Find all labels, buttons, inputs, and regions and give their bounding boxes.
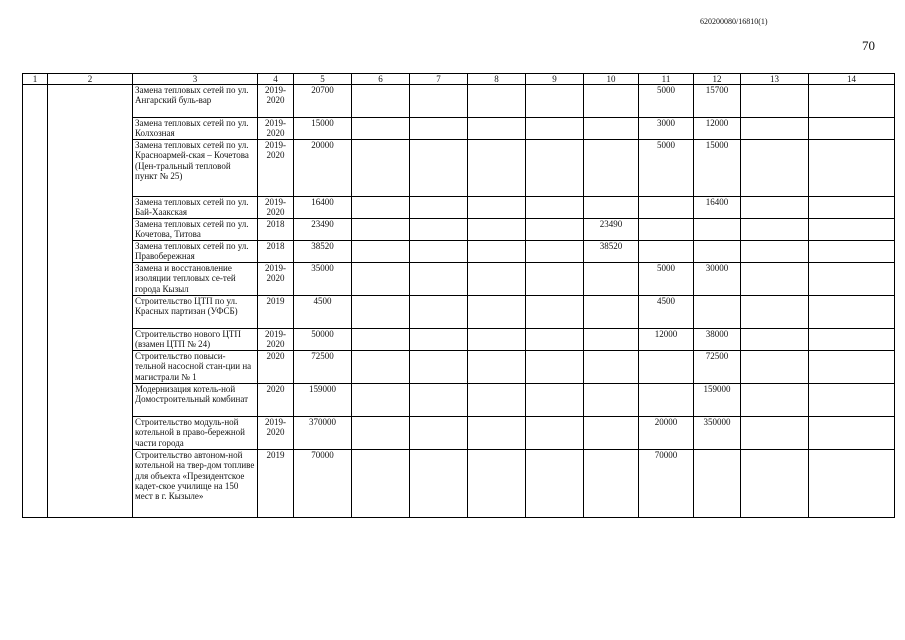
- empty-cell: [410, 384, 468, 417]
- period-cell: 2018: [258, 241, 294, 263]
- column-header: 2: [48, 74, 133, 85]
- column-header: 14: [809, 74, 895, 85]
- empty-cell: [741, 85, 809, 118]
- empty-cell: [809, 263, 895, 296]
- document-code: 620200080/16810(1): [700, 17, 768, 26]
- empty-cell: [468, 241, 526, 263]
- col10-cell: [584, 296, 639, 329]
- empty-cell: [410, 118, 468, 140]
- empty-cell: [526, 296, 584, 329]
- column-header: 5: [294, 74, 352, 85]
- table-row: [23, 197, 895, 219]
- empty-cell: [410, 140, 468, 197]
- measure-name: Строительство модуль-ной котельной в право-бережной части города: [133, 417, 258, 450]
- empty-cell: [23, 241, 48, 263]
- total-cell: 35000: [294, 263, 352, 296]
- empty-cell: [741, 296, 809, 329]
- table-row: [23, 329, 895, 351]
- empty-cell: [23, 197, 48, 219]
- empty-cell: [741, 417, 809, 450]
- empty-cell: [352, 140, 410, 197]
- column-header: 1: [23, 74, 48, 85]
- period-cell: 2019-2020: [258, 263, 294, 296]
- empty-cell: [48, 296, 133, 329]
- empty-cell: [741, 450, 809, 518]
- empty-cell: [48, 241, 133, 263]
- empty-cell: [468, 329, 526, 351]
- empty-cell: [526, 417, 584, 450]
- table-row: [23, 241, 895, 263]
- measure-name: Строительство ЦТП по ул. Красных партизан (УФСБ): [133, 296, 258, 329]
- table-row: [23, 417, 895, 450]
- empty-cell: [410, 197, 468, 219]
- empty-cell: [48, 197, 133, 219]
- empty-cell: [741, 263, 809, 296]
- period-cell: 2020: [258, 384, 294, 417]
- table-row: [23, 263, 895, 296]
- column-header: 12: [694, 74, 741, 85]
- measure-name: Замена тепловых сетей по ул. Кочетова, Титова: [133, 219, 258, 241]
- empty-cell: [741, 197, 809, 219]
- empty-cell: [48, 351, 133, 384]
- col10-cell: [584, 197, 639, 219]
- empty-cell: [526, 329, 584, 351]
- col10-cell: [584, 450, 639, 518]
- period-cell: 2019: [258, 450, 294, 518]
- table-row: [23, 296, 895, 329]
- empty-cell: [809, 450, 895, 518]
- empty-cell: [352, 197, 410, 219]
- empty-cell: [526, 140, 584, 197]
- period-cell: 2019-2020: [258, 417, 294, 450]
- empty-cell: [48, 85, 133, 118]
- empty-cell: [352, 85, 410, 118]
- total-cell: 4500: [294, 296, 352, 329]
- measure-name: Строительство повыси-тельной насосной стан-ции на магистрали № 1: [133, 351, 258, 384]
- empty-cell: [468, 118, 526, 140]
- empty-cell: [809, 140, 895, 197]
- col11-cell: [639, 197, 694, 219]
- empty-cell: [410, 450, 468, 518]
- col12-cell: [694, 219, 741, 241]
- column-header: 3: [133, 74, 258, 85]
- empty-cell: [23, 450, 48, 518]
- col10-cell: 23490: [584, 219, 639, 241]
- total-cell: 20000: [294, 140, 352, 197]
- empty-cell: [48, 450, 133, 518]
- empty-cell: [741, 140, 809, 197]
- measure-name: Строительство автоном-ной котельной на твер-дом топливе для объекта «Президентское кадет-ское училище на 150 мест в г. Кызыле»: [133, 450, 258, 518]
- page-number: 70: [862, 38, 875, 53]
- col11-cell: [639, 241, 694, 263]
- empty-cell: [468, 197, 526, 219]
- col11-cell: 5000: [639, 140, 694, 197]
- measure-name: Замена тепловых сетей по ул. Колхозная: [133, 118, 258, 140]
- period-cell: 2018: [258, 219, 294, 241]
- total-cell: 23490: [294, 219, 352, 241]
- empty-cell: [352, 296, 410, 329]
- empty-cell: [23, 263, 48, 296]
- table-row: [23, 351, 895, 384]
- empty-cell: [48, 417, 133, 450]
- empty-cell: [23, 351, 48, 384]
- empty-cell: [809, 329, 895, 351]
- empty-cell: [809, 351, 895, 384]
- col10-cell: 38520: [584, 241, 639, 263]
- table-row: [23, 85, 895, 118]
- col10-cell: [584, 351, 639, 384]
- table-row: [23, 118, 895, 140]
- empty-cell: [48, 329, 133, 351]
- empty-cell: [410, 296, 468, 329]
- program-table: [22, 73, 895, 518]
- period-cell: 2019-2020: [258, 197, 294, 219]
- period-cell: 2019-2020: [258, 85, 294, 118]
- empty-cell: [468, 351, 526, 384]
- empty-cell: [352, 351, 410, 384]
- col11-cell: 5000: [639, 85, 694, 118]
- empty-cell: [352, 384, 410, 417]
- empty-cell: [809, 384, 895, 417]
- table-row: [23, 140, 895, 197]
- empty-cell: [526, 263, 584, 296]
- total-cell: 70000: [294, 450, 352, 518]
- col11-cell: [639, 384, 694, 417]
- col11-cell: 4500: [639, 296, 694, 329]
- period-cell: 2019-2020: [258, 329, 294, 351]
- column-header: 8: [468, 74, 526, 85]
- empty-cell: [468, 417, 526, 450]
- empty-cell: [352, 219, 410, 241]
- empty-cell: [410, 329, 468, 351]
- measure-name: Замена тепловых сетей по ул. Красноармей-ская – Кочетова (Цен-тральный тепловой пункт № 25): [133, 140, 258, 197]
- total-cell: 72500: [294, 351, 352, 384]
- empty-cell: [741, 219, 809, 241]
- empty-cell: [468, 450, 526, 518]
- measure-name: Замена тепловых сетей по ул. Бай-Хаакская: [133, 197, 258, 219]
- empty-cell: [23, 219, 48, 241]
- table-row: [23, 450, 895, 518]
- empty-cell: [526, 85, 584, 118]
- table-body: [23, 85, 895, 518]
- empty-cell: [741, 384, 809, 417]
- empty-cell: [23, 417, 48, 450]
- empty-cell: [352, 329, 410, 351]
- empty-cell: [526, 118, 584, 140]
- col11-cell: 5000: [639, 263, 694, 296]
- empty-cell: [23, 85, 48, 118]
- empty-cell: [410, 85, 468, 118]
- empty-cell: [809, 118, 895, 140]
- measure-name: Строительство нового ЦТП (взамен ЦТП № 24): [133, 329, 258, 351]
- empty-cell: [352, 241, 410, 263]
- empty-cell: [48, 384, 133, 417]
- col12-cell: 15700: [694, 85, 741, 118]
- empty-cell: [410, 351, 468, 384]
- empty-cell: [526, 450, 584, 518]
- empty-cell: [741, 351, 809, 384]
- empty-cell: [23, 118, 48, 140]
- empty-cell: [526, 197, 584, 219]
- column-header: 11: [639, 74, 694, 85]
- empty-cell: [23, 384, 48, 417]
- measure-name: Замена тепловых сетей по ул. Ангарский буль-вар: [133, 85, 258, 118]
- empty-cell: [526, 219, 584, 241]
- total-cell: 16400: [294, 197, 352, 219]
- table-row: [23, 384, 895, 417]
- col10-cell: [584, 85, 639, 118]
- total-cell: 15000: [294, 118, 352, 140]
- empty-cell: [23, 296, 48, 329]
- period-cell: 2020: [258, 351, 294, 384]
- col12-cell: 15000: [694, 140, 741, 197]
- column-header: 4: [258, 74, 294, 85]
- empty-cell: [410, 219, 468, 241]
- empty-cell: [48, 118, 133, 140]
- empty-cell: [48, 140, 133, 197]
- empty-cell: [48, 263, 133, 296]
- column-number-row: [23, 74, 895, 85]
- col12-cell: [694, 241, 741, 263]
- empty-cell: [352, 263, 410, 296]
- empty-cell: [468, 384, 526, 417]
- empty-cell: [809, 85, 895, 118]
- empty-cell: [526, 241, 584, 263]
- empty-cell: [468, 219, 526, 241]
- col11-cell: [639, 351, 694, 384]
- column-header: 13: [741, 74, 809, 85]
- empty-cell: [352, 118, 410, 140]
- col10-cell: [584, 263, 639, 296]
- empty-cell: [410, 263, 468, 296]
- table-row: [23, 219, 895, 241]
- column-header: 6: [352, 74, 410, 85]
- empty-cell: [352, 450, 410, 518]
- col11-cell: 12000: [639, 329, 694, 351]
- column-header: 10: [584, 74, 639, 85]
- col11-cell: 20000: [639, 417, 694, 450]
- col10-cell: [584, 118, 639, 140]
- col12-cell: 38000: [694, 329, 741, 351]
- empty-cell: [741, 118, 809, 140]
- empty-cell: [809, 417, 895, 450]
- empty-cell: [468, 85, 526, 118]
- col10-cell: [584, 417, 639, 450]
- empty-cell: [741, 241, 809, 263]
- col12-cell: [694, 296, 741, 329]
- col11-cell: [639, 219, 694, 241]
- measure-name: Замена тепловых сетей по ул. Правобережная: [133, 241, 258, 263]
- empty-cell: [809, 219, 895, 241]
- empty-cell: [23, 140, 48, 197]
- empty-cell: [526, 384, 584, 417]
- empty-cell: [48, 219, 133, 241]
- empty-cell: [526, 351, 584, 384]
- total-cell: 20700: [294, 85, 352, 118]
- total-cell: 38520: [294, 241, 352, 263]
- empty-cell: [23, 329, 48, 351]
- measure-name: Замена и восстановление изоляции тепловых се-тей города Кызыл: [133, 263, 258, 296]
- measure-name: Модернизация котель-ной Домостроительный комбинат: [133, 384, 258, 417]
- col10-cell: [584, 384, 639, 417]
- column-header: 9: [526, 74, 584, 85]
- empty-cell: [468, 263, 526, 296]
- col12-cell: 16400: [694, 197, 741, 219]
- period-cell: 2019-2020: [258, 140, 294, 197]
- col12-cell: 12000: [694, 118, 741, 140]
- col11-cell: 3000: [639, 118, 694, 140]
- col10-cell: [584, 329, 639, 351]
- empty-cell: [741, 329, 809, 351]
- col12-cell: 72500: [694, 351, 741, 384]
- empty-cell: [809, 197, 895, 219]
- col12-cell: [694, 450, 741, 518]
- col12-cell: 350000: [694, 417, 741, 450]
- period-cell: 2019-2020: [258, 118, 294, 140]
- empty-cell: [809, 296, 895, 329]
- empty-cell: [410, 417, 468, 450]
- empty-cell: [468, 296, 526, 329]
- empty-cell: [410, 241, 468, 263]
- col12-cell: 159000: [694, 384, 741, 417]
- period-cell: 2019: [258, 296, 294, 329]
- empty-cell: [468, 140, 526, 197]
- col12-cell: 30000: [694, 263, 741, 296]
- col10-cell: [584, 140, 639, 197]
- empty-cell: [352, 417, 410, 450]
- empty-cell: [809, 241, 895, 263]
- col11-cell: 70000: [639, 450, 694, 518]
- total-cell: 159000: [294, 384, 352, 417]
- total-cell: 50000: [294, 329, 352, 351]
- column-header: 7: [410, 74, 468, 85]
- total-cell: 370000: [294, 417, 352, 450]
